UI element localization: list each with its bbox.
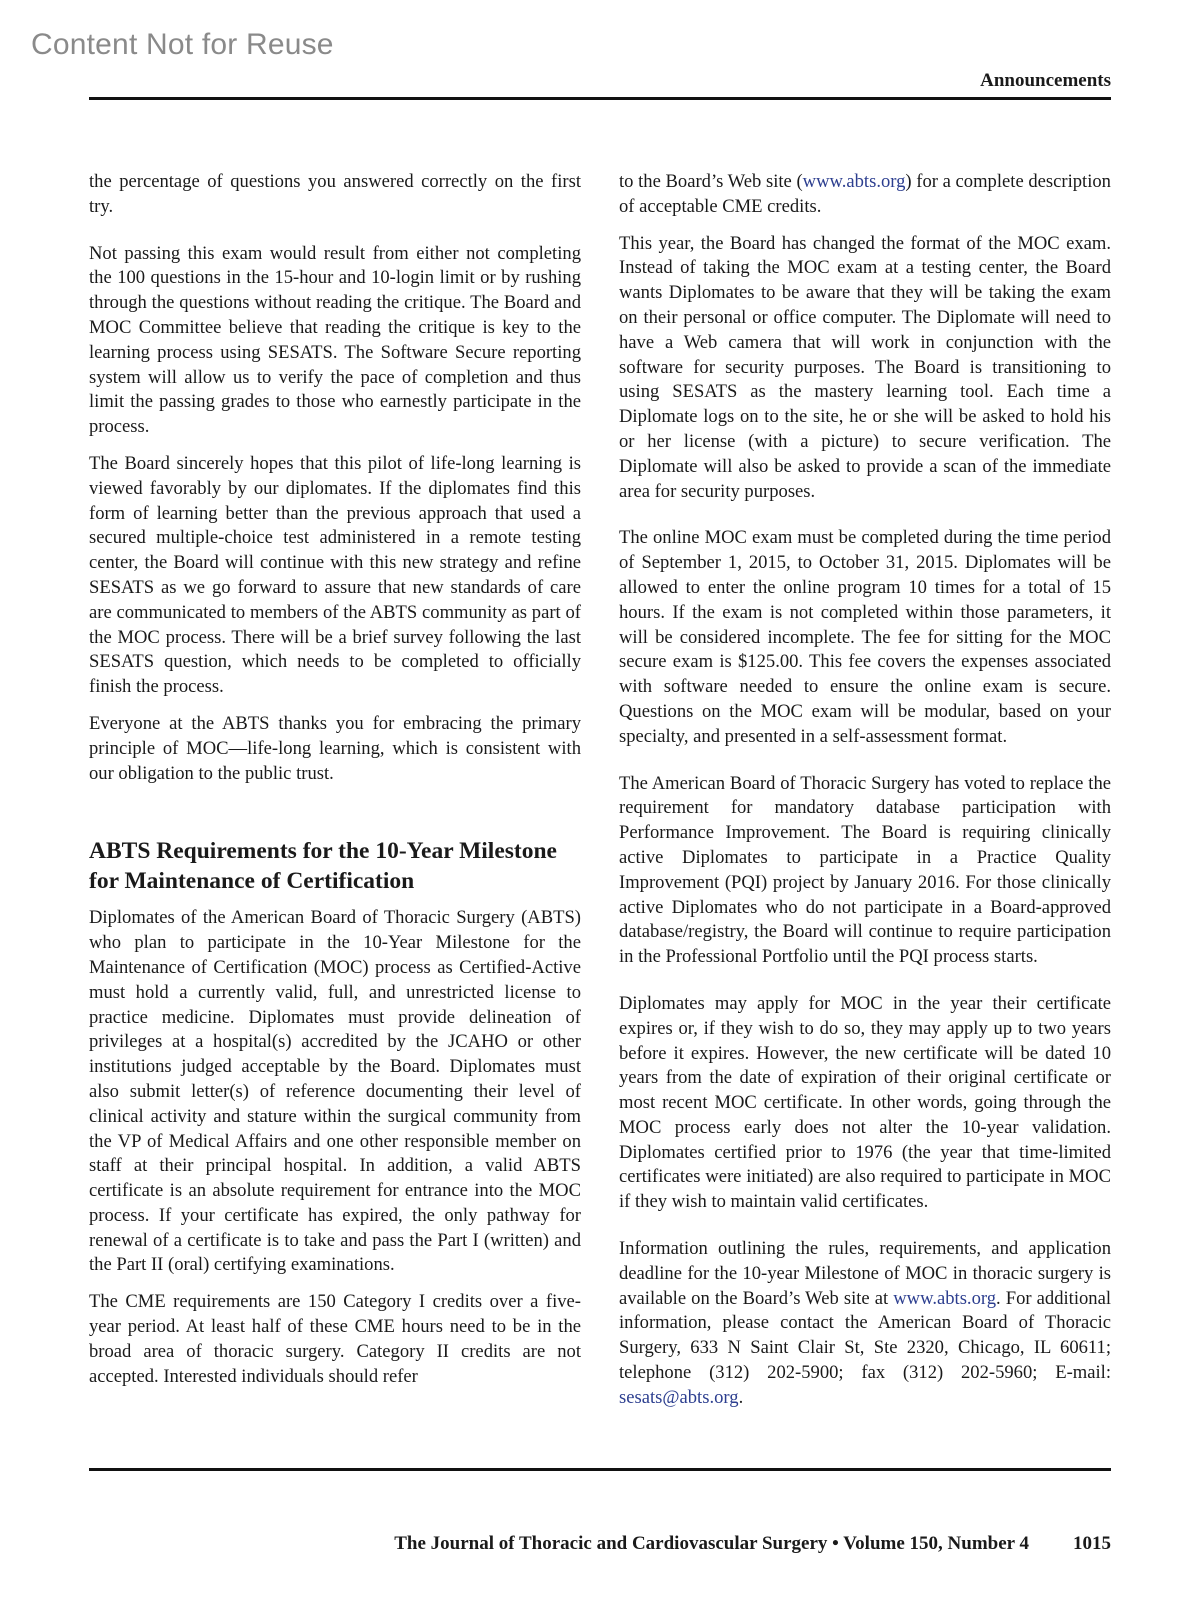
running-head: Announcements: [980, 70, 1111, 91]
paragraph: The Board sincerely hopes that this pilot of life-long learning is viewed favorably by our diplomates. If the diplomates find this form of learning better than the previous approach that used a secured multiple-choice test administered in a remote testing center, the Board will continue with this new strategy and refine SESATS as we go forward to assure that new standards of care are communicated to members of the ABTS community as part of the MOC process. There will be a brief survey following the last SESATS question, which needs to be completed to officially finish the process.: [89, 452, 581, 698]
text-span: Information outlining the rules, requirements, and application deadline for the 10-year Milestone of MOC in thoracic surgery is available on the Board’s Web site at: [619, 1238, 1111, 1309]
paragraph: The American Board of Thoracic Surgery has voted to replace the requirement for mandatory database participation with Performance Improvement. The Board is requiring clinically active Diplomates to participate in a Practice Quality Improvement (PQI) project by January 2016. For those clinically active Diplomates who do not participate in a Board-approved database/registry, the Board will continue to require participation in the Professional Portfolio until the PQI process starts.: [619, 772, 1111, 968]
watermark: Content Not for Reuse: [31, 28, 334, 61]
text-span: .: [738, 1386, 744, 1408]
text-span: ) for a complete description of acceptable CME credits.: [619, 171, 1111, 217]
paragraph: Everyone at the ABTS thanks you for embracing the primary principle of MOC—life-long learning, which is consistent with our obligation to the public trust.: [89, 712, 581, 784]
footer: [394, 1533, 1111, 1555]
paragraph: the percentage of questions you answered correctly on the first try.: [89, 171, 581, 217]
paragraph: [619, 170, 1111, 220]
left-column: [89, 170, 581, 1401]
paragraph: Not passing this exam would result from either not completing the 100 questions in the 15-hour and 10-login limit or by rushing through the questions without reading the critique. The Board and MOC Committee believe that reading the critique is key to the learning process using SESATS. The Software Secure reporting system will allow us to verify the pace of completion and thus limit the passing grades to those who earnestly participate in the process.: [89, 242, 581, 438]
paragraph: Diplomates may apply for MOC in the year their certificate expires or, if they wish to do so, they may apply up to two years before it expires. However, the new certificate will be dated 10 years from the date of expiration of their original certificate or most recent MOC certificate. In other words, going through the MOC process early does not alter the 10-year validation. Diplomates certified prior to 1976 (the year that time-limited certificates were initiated) are also required to participate in MOC if they wish to maintain valid certificates.: [619, 992, 1111, 1213]
text-span: . For additional information, please contact the American Board of Thoracic Surgery, 633 N Saint Clair St, Ste 2320, Chicago, IL 60611; telephone (312) 202-5900; fax (312) 202-5960; E-mail:: [619, 1287, 1111, 1384]
paragraph: Diplomates of the American Board of Thoracic Surgery (ABTS) who plan to participate in the 10-Year Milestone for the Maintenance of Certification (MOC) process as Certified-Active must hold a currently valid, full, and unrestricted license to practice medicine. Diplomates must provide delineation of privileges at a hospital(s) accredited by the JCAHO or other institutions judged acceptable by the Board. Diplomates must also submit letter(s) of reference documenting their level of clinical activity and stature within the surgical community from the VP of Medical Affairs and one other responsible member on staff at their principal hospital. In addition, a valid ABTS certificate is an absolute requirement for entrance into the MOC process. If your certificate has expired, the only pathway for renewal of a certificate is to take and pass the Part I (written) and the Part II (oral) certifying examinations.: [89, 907, 581, 1276]
website-link[interactable]: www.abts.org: [893, 1287, 997, 1309]
text-span: to the Board’s Web site (: [619, 171, 803, 192]
paragraph: [619, 1237, 1111, 1411]
paragraph: The CME requirements are 150 Category I credits over a five-year period. At least half of these CME hours need to be in the broad area of thoracic surgery. Category II credits are not accepted. Interested individuals should refer: [89, 1291, 581, 1387]
journal-citation: The Journal of Thoracic and Cardiovascular Surgery • Volume 150, Number 4: [394, 1533, 1029, 1554]
paragraph: This year, the Board has changed the format of the MOC exam. Instead of taking the MOC exam at a testing center, the Board wants Diplomates to be aware that they will be taking the exam on their personal or office computer. The Diplomate will need to have a Web camera that will work in conjunction with the software for security purposes. The Board is transitioning to using SESATS as the mastery learning tool. Each time a Diplomate logs on to the site, he or she will be asked to hold his or her license (with a picture) to secure verification. The Diplomate will also be asked to provide a scan of the immediate area for security purposes.: [619, 232, 1111, 502]
website-link[interactable]: www.abts.org: [802, 171, 906, 192]
paragraph: The online MOC exam must be completed during the time period of September 1, 2015, to October 31, 2015. Diplomates will be allowed to enter the online program 10 times for a total of 15 hours. If the exam is not completed within those parameters, it will be considered incomplete. The fee for sitting for the MOC secure exam is $125.00. This fee covers the expenses associated with software needed to ensure the online exam is secure. Questions on the MOC exam will be modular, based on your specialty, and presented in a self-assessment format.: [619, 527, 1111, 747]
right-column: [619, 170, 1111, 1423]
email-link[interactable]: sesats@abts.org: [619, 1386, 739, 1408]
page-number: 1015: [1073, 1533, 1111, 1554]
section-heading: ABTS Requirements for the 10-Year Milestone for Maintenance of Certification: [89, 838, 557, 895]
header-rule: [89, 97, 1111, 100]
footer-rule: [89, 1468, 1111, 1471]
